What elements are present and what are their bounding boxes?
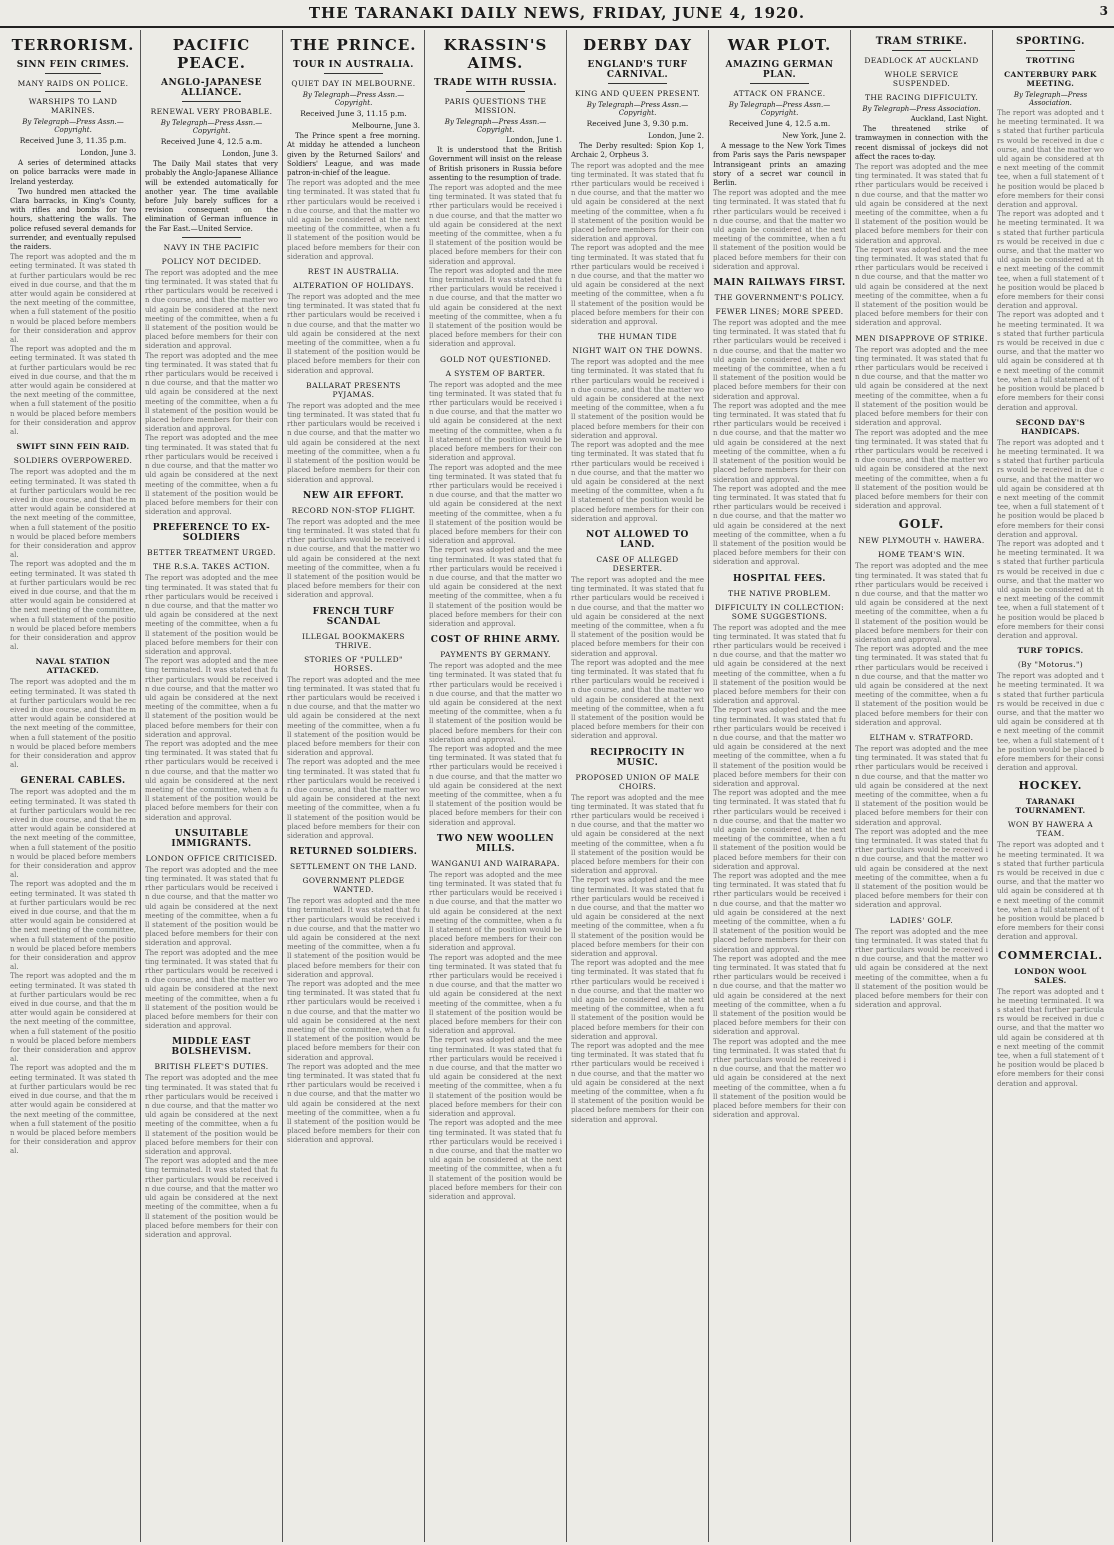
subheadline: PARIS QUESTIONS THE MISSION.: [444, 97, 547, 115]
section-subheading: NIGHT WAIT ON THE DOWNS.: [572, 346, 703, 356]
received-time: Received June 4, 12.5 a.m.: [160, 137, 263, 146]
article-continuation: The report was adopted and the meeting terminated. It was stated that further particulars would be received in due course, and that the matter would again be considered at the next meeting of the committee, when a full statement of the position would be placed before members for their consideration and approval.: [145, 1074, 278, 1157]
section-subheading: TARANAKI TOURNAMENT.: [1015, 797, 1086, 816]
article-body: [855, 115, 988, 162]
section-subheading: PAYMENTS BY GERMANY.: [440, 650, 551, 660]
headline: WAR PLOT.: [727, 36, 832, 54]
article-continuation: The report was adopted and the meeting terminated. It was stated that further particulars would be received in due course, and that the matter would again be considered at the next meeting of the committee, when a full statement of the position would be placed before members for their consideration and approval.: [287, 675, 420, 758]
section-subheading: WON BY HAWERA A TEAM.: [1007, 820, 1094, 839]
divider: [892, 50, 952, 51]
article-continuation: The report was adopted and the meeting terminated. It was stated that further particulars would be received in due course, and that the matter would again be considered at the next meeting of the committee, when a full statement of the position would be placed before members for their consideration and approval.: [10, 972, 136, 1064]
section-subheading: NEW PLYMOUTH v. HAWERA.: [858, 536, 985, 546]
subheadline: RENEWAL VERY PROBABLE.: [150, 107, 273, 116]
section-subheading: SETTLEMENT ON THE LAND.: [289, 862, 418, 872]
paragraph: The Prince spent a free morning. At midday he attended a luncheon given by the Returned Sailors' and Soldiers' League, and was made patron-in-chief of the league.: [287, 132, 420, 178]
article-continuation: The report was adopted and the meeting terminated. It was stated that further particulars would be received in due course, and that the matter would again be considered at the next meeting of the committee, when a full statement of the position would be placed before members for their consideration and approval.: [571, 244, 704, 327]
article-continuation: The report was adopted and the meeting terminated. It was stated that further particulars would be received in due course, and that the matter would again be considered at the next meeting of the committee, when a full statement of the position would be placed before members for their consideration and approval.: [287, 401, 420, 484]
subheadline: WHOLE SERVICE SUSPENDED.: [884, 70, 959, 88]
article-continuation: The report was adopted and the meeting terminated. It was stated that further particulars would be received in due course, and that the matter would again be considered at the next meeting of the committee, when a full statement of the position would be placed before members for their consideration and approval.: [10, 560, 136, 652]
section-heading: LADIES' GOLF.: [889, 915, 954, 925]
article-continuation: The report was adopted and the meeting terminated. It was stated that further particulars would be received in due course, and that the matter would again be considered at the next meeting of the committee, when a full statement of the position would be placed before members for their consideration and approval.: [855, 744, 988, 827]
column-krassin: [425, 30, 567, 1542]
section-heading: GOLD NOT QUESTIONED.: [440, 354, 551, 364]
section-heading: UNSUITABLE IMMIGRANTS.: [171, 828, 252, 849]
headline: SPORTING.: [1015, 36, 1085, 47]
section-heading: COST OF RHINE ARMY.: [430, 635, 561, 646]
article-continuation: The report was adopted and the meeting terminated. It was stated that further particulars would be received in due course, and that the matter would again be considered at the next meeting of the committee, when a full statement of the position would be placed before members for their consideration and approval.: [145, 865, 278, 948]
section-heading: SECOND DAY'S HANDICAPS.: [1015, 417, 1086, 436]
article-continuation: The report was adopted and the meeting terminated. It was stated that further particulars would be received in due course, and that the matter would again be considered at the next meeting of the committee, when a full statement of the position would be placed before members for their consideration and approval.: [571, 358, 704, 440]
section-subheading: A SYSTEM OF BARTER.: [445, 368, 546, 378]
section-heading: MEN DISAPPROVE OF STRIKE.: [855, 333, 988, 343]
article-continuation: The report was adopted and the meeting terminated. It was stated that further particulars would be received in due course, and that the matter would again be considered at the next meeting of the committee, when a full statement of the position would be placed before members for their consideration and approval.: [855, 163, 988, 245]
article-continuation: The report was adopted and the meeting terminated. It was stated that further particulars would be received in due course, and that the matter would again be considered at the next meeting of the committee, when a full statement of the position would be placed before members for their consideration and approval.: [145, 434, 278, 517]
byline: By Telegraph—Press Assn.—Copyright.: [728, 101, 831, 117]
section-heading: PREFERENCE TO EX-SOLDIERS: [152, 523, 271, 544]
byline: By Telegraph—Press Assn.—Copyright.: [160, 119, 263, 135]
headline: DERBY DAY: [583, 36, 692, 54]
article-continuation: The report was adopted and the meeting terminated. It was stated that further particulars would be received in due course, and that the matter would again be considered at the next meeting of the committee, when a full statement of the position would be placed before members for their consideration and approval.: [429, 546, 562, 628]
article-continuation: The report was adopted and the meeting terminated. It was stated that further particulars would be received in due course, and that the matter would again be considered at the next meeting of the committee, when a full statement of the position would be placed before members for their consideration and approval.: [713, 319, 846, 401]
article-continuation: The report was adopted and the meeting terminated. It was stated that further particulars would be received in due course, and that the matter would again be considered at the next meeting of the committee, when a full statement of the position would be placed before members for their consideration and approval.: [145, 268, 278, 351]
divider: [45, 73, 102, 74]
subheadline: CANTERBURY PARK MEETING.: [1004, 70, 1097, 88]
article-continuation: The report was adopted and the meeting terminated. It was stated that further particulars would be received in due course, and that the matter would again be considered at the next meeting of the committee, when a full statement of the position would be placed before members for their consideration and approval.: [571, 658, 704, 741]
divider: [324, 73, 384, 74]
article-continuation: The report was adopted and the meeting terminated. It was stated that further particulars would be received in due course, and that the matter would again be considered at the next meeting of the committee, when a full statement of the position would be placed before members for their consideration and approval.: [855, 927, 988, 1010]
article-continuation: The report was adopted and the meeting terminated. It was stated that further particulars would be received in due course, and that the matter would again be considered at the next meeting of the committee, when a full statement of the position would be placed before members for their consideration and approval.: [287, 293, 420, 375]
section-subheading: DIFFICULTY IN COLLECTION: SOME SUGGESTIONS.: [714, 602, 845, 621]
article-body: [571, 132, 704, 161]
column-terrorism: [6, 30, 141, 1542]
dateline: Melbourne, June 3.: [351, 122, 420, 130]
section-heading: TWO NEW WOOLLEN MILLS.: [436, 833, 555, 854]
section-subheading: (By "Motorus."): [1017, 660, 1084, 670]
received-time: Received June 3, 11.15 p.m.: [300, 109, 407, 118]
section-subheading: CASE OF ALLEGED DESERTER.: [596, 554, 679, 573]
article-continuation: The report was adopted and the meeting terminated. It was stated that further particulars would be received in due course, and that the matter would again be considered at the next meeting of the committee, when a full statement of the position would be placed before members for their consideration and approval.: [713, 1037, 846, 1120]
section-heading: GOLF.: [898, 517, 945, 532]
section-heading: REST IN AUSTRALIA.: [307, 267, 400, 277]
newspaper-title: THE TARANAKI DAILY NEWS, FRIDAY, JUNE 4, 1920.: [308, 4, 806, 22]
dateline: Auckland, Last Night.: [910, 115, 988, 123]
headline: TRAM STRIKE.: [875, 36, 968, 47]
article-continuation: The report was adopted and the meeting terminated. It was stated that further particulars would be received in due course, and that the matter would again be considered at the next meeting of the committee, when a full statement of the position would be placed before members for their consideration and approval.: [571, 1042, 704, 1124]
article-body: [429, 136, 562, 183]
divider: [45, 91, 102, 92]
article-continuation: The report was adopted and the meeting terminated. It was stated that further particulars would be received in due course, and that the matter would again be considered at the next meeting of the committee, when a full statement of the position would be placed before members for their consideration and approval.: [855, 562, 988, 644]
article-continuation: The report was adopted and the meeting terminated. It was stated that further particulars would be received in due course, and that the matter would again be considered at the next meeting of the committee, when a full statement of the position would be placed before members for their consideration and approval.: [10, 468, 136, 560]
article-continuation: The report was adopted and the meeting terminated. It was stated that further particulars would be received in due course, and that the matter would again be considered at the next meeting of the committee, when a full statement of the position would be placed before members for their consideration and approval.: [145, 574, 278, 656]
article-continuation: The report was adopted and the meeting terminated. It was stated that further particulars would be received in due course, and that the matter would again be considered at the next meeting of the committee, when a full statement of the position would be placed before members for their consideration and approval.: [429, 1119, 562, 1201]
subheadline: ATTACK ON FRANCE.: [733, 89, 826, 98]
divider: [182, 237, 242, 238]
section-subheading: FEWER LINES; MORE SPEED.: [715, 307, 844, 317]
section-heading: THE HUMAN TIDE: [597, 332, 678, 342]
article-continuation: The report was adopted and the meeting terminated. It was stated that further particulars would be received in due course, and that the matter would again be considered at the next meeting of the committee, when a full statement of the position would be placed before members for their consideration and approval.: [287, 179, 420, 261]
article-continuation: The report was adopted and the meeting terminated. It was stated that further particulars would be received in due course, and that the matter would again be considered at the next meeting of the committee, when a full statement of the position would be placed before members for their consideration and approval.: [571, 876, 704, 959]
section-subheading: THE NATIVE PROBLEM.: [728, 588, 831, 598]
section-subheading: WANGANUI AND WAIRARAPA.: [431, 858, 560, 868]
article-body: [10, 149, 136, 252]
article-continuation: The report was adopted and the meeting terminated. It was stated that further particulars would be received in due course, and that the matter would again be considered at the next meeting of the committee, when a full statement of the position would be placed before members for their consideration and approval.: [571, 575, 704, 658]
section-heading: TURF TOPICS.: [1017, 646, 1084, 656]
section-heading: HOSPITAL FEES.: [733, 573, 826, 584]
received-time: Received June 3, 9.30 p.m.: [586, 119, 689, 128]
paragraph: The Daily Mail states that very probably the Anglo-Japanese Alliance will be extended automatically for another year. The time available before July barely suffices for a revision consequent on the elimination of German influence in the Far East.—United Service.: [145, 160, 278, 233]
article-continuation: The report was adopted and the meeting terminated. It was stated that further particulars would be received in due course, and that the matter would again be considered at the next meeting of the committee, when a full statement of the position would be placed before members for their consideration and approval.: [713, 789, 846, 871]
subheadline: MANY RAIDS ON POLICE.: [17, 79, 129, 88]
article-continuation: The report was adopted and the meeting terminated. It was stated that further particulars would be received in due course, and that the matter would again be considered at the next meeting of the committee, when a full statement of the position would be placed before members for their consideration and approval.: [713, 872, 846, 954]
article-continuation: The report was adopted and the meeting terminated. It was stated that further particulars would be received in due course, and that the matter would again be considered at the next meeting of the committee, when a full statement of the position would be placed before members for their consideration and approval.: [429, 380, 562, 463]
section-subheading: STORIES OF "PULLED" HORSES.: [304, 654, 403, 673]
received-time: Received June 4, 12.5 a.m.: [728, 119, 831, 128]
section-heading: COMMERCIAL.: [997, 948, 1104, 962]
subheadline: SINN FEIN CRIMES.: [16, 60, 130, 70]
article-body: [287, 122, 420, 178]
section-subheading: SOLDIERS OVERPOWERED.: [13, 456, 133, 466]
article-body: [713, 132, 846, 188]
article-continuation: The report was adopted and the meeting terminated. It was stated that further particulars would be received in due course, and that the matter would again be considered at the next meeting of the committee, when a full statement of the position would be placed before members for their consideration and approval.: [145, 1157, 278, 1239]
subheadline: AMAZING GERMAN PLAN.: [725, 60, 834, 80]
article-continuation: The report was adopted and the meeting terminated. It was stated that further particulars would be received in due course, and that the matter would again be considered at the next meeting of the committee, when a full statement of the position would be placed before members for their consideration and approval.: [287, 517, 420, 600]
byline: By Telegraph—Press Assn.—Copyright.: [586, 101, 689, 117]
article-continuation: The report was adopted and the meeting terminated. It was stated that further particulars would be received in due course, and that the matter would again be considered at the next meeting of the committee, when a full statement of the position would be placed before members for their consideration and approval.: [10, 253, 136, 345]
section-heading: RECIPROCITY IN MUSIC.: [590, 747, 685, 768]
dateline: London, June 3.: [80, 149, 136, 157]
headline: THE PRINCE.: [290, 36, 417, 54]
section-heading: NAVY IN THE PACIFIC: [163, 242, 260, 252]
article-continuation: The report was adopted and the meeting terminated. It was stated that further particulars would be received in due course, and that the matter would again be considered at the next meeting of the committee, when a full statement of the position would be placed before members for their consideration and approval.: [855, 827, 988, 910]
section-heading: MAIN RAILWAYS FIRST.: [713, 278, 846, 289]
article-continuation: The report was adopted and the meeting terminated. It was stated that further particulars would be received in due course, and that the matter would again be considered at the next meeting of the committee, when a full statement of the position would be placed before members for their consideration and approval.: [855, 428, 988, 511]
byline: By Telegraph—Press Association.: [862, 105, 981, 113]
divider: [608, 83, 668, 84]
column-sporting: [993, 30, 1108, 1542]
section-subheading: LONDON WOOL SALES.: [1014, 966, 1087, 985]
article-continuation: The report was adopted and the meeting terminated. It was stated that further particulars would be received in due course, and that the matter would again be considered at the next meeting of the committee, when a full statement of the position would be placed before members for their consideration and approval.: [287, 897, 420, 979]
article-continuation: The report was adopted and the meeting terminated. It was stated that further particulars would be received in due course, and that the matter would again be considered at the next meeting of the committee, when a full statement of the position would be placed before members for their consideration and approval.: [145, 948, 278, 1031]
article-continuation: The report was adopted and the meeting terminated. It was stated that further particulars would be received in due course, and that the matter would again be considered at the next meeting of the committee, when a full statement of the position would be placed before members for their consideration and approval.: [571, 161, 704, 244]
section-heading: MIDDLE EAST BOLSHEVISM.: [171, 1037, 252, 1058]
article-continuation: The report was adopted and the meeting terminated. It was stated that further particulars would be received in due course, and that the matter would again be considered at the next meeting of the committee, when a full statement of the position would be placed before members for their consideration and approval.: [713, 484, 846, 567]
article-continuation: The report was adopted and the meeting terminated. It was stated that further particulars would be received in due course, and that the matter would again be considered at the next meeting of the committee, when a full statement of the position would be placed before members for their consideration and approval.: [429, 953, 562, 1036]
dateline: New York, June 2.: [782, 132, 846, 140]
section-subheading: LONDON OFFICE CRITICISED.: [145, 853, 278, 863]
section-subheading: RECORD NON-STOP FLIGHT.: [291, 505, 416, 515]
article-continuation: The report was adopted and the meeting terminated. It was stated that further particulars would be received in due course, and that the matter would again be considered at the next meeting of the committee, when a full statement of the position would be placed before members for their consideration and approval.: [997, 109, 1104, 210]
article-continuation: The report was adopted and the meeting terminated. It was stated that further particulars would be received in due course, and that the matter would again be considered at the next meeting of the committee, when a full statement of the position would be placed before members for their consideration and approval.: [571, 959, 704, 1041]
section-subheading: THE GOVERNMENT'S POLICY.: [714, 293, 845, 303]
article-continuation: The report was adopted and the meeting terminated. It was stated that further particulars would be received in due course, and that the matter would again be considered at the next meeting of the committee, when a full statement of the position would be placed before members for their consideration and approval.: [145, 351, 278, 434]
column-the-prince: [283, 30, 425, 1542]
received-time: Received June 3, 11.35 p.m.: [19, 136, 127, 145]
article-continuation: The report was adopted and the meeting terminated. It was stated that further particulars would be received in due course, and that the matter would again be considered at the next meeting of the committee, when a full statement of the position would be placed before members for their consideration and approval.: [997, 438, 1104, 539]
paragraph: It is understood that the British Government will insist on the release of British prisoners in Russia before assenting to the resumption of trade.: [429, 146, 562, 182]
article-continuation: The report was adopted and the meeting terminated. It was stated that further particulars would be received in due course, and that the matter would again be considered at the next meeting of the committee, when a full statement of the position would be placed before members for their consideration and approval.: [997, 987, 1104, 1088]
subheadline: TROTTING: [1025, 56, 1076, 65]
article-continuation: The report was adopted and the meeting terminated. It was stated that further particulars would be received in due course, and that the matter would again be considered at the next meeting of the committee, when a full statement of the position would be placed before members for their consideration and approval.: [10, 1064, 136, 1156]
headline: PACIFIC PEACE.: [172, 36, 251, 72]
article-continuation: The report was adopted and the meeting terminated. It was stated that further particulars would be received in due course, and that the matter would again be considered at the next meeting of the committee, when a full statement of the position would be placed before members for their consideration and approval.: [855, 645, 988, 727]
divider: [750, 83, 810, 84]
subheadline: KING AND QUEEN PRESENT.: [574, 89, 701, 98]
dateline: London, June 3.: [222, 150, 278, 158]
article-continuation: The report was adopted and the meeting terminated. It was stated that further particulars would be received in due course, and that the matter would again be considered at the next meeting of the committee, when a full statement of the position would be placed before members for their consideration and approval.: [713, 954, 846, 1037]
column-pacific-peace: [141, 30, 283, 1542]
paragraph: A message to the New York Times from Paris says the Paris newspaper Intransigeant prints an amazing story of a secret war council in Berlin.: [713, 142, 846, 188]
subheadline: TRADE WITH RUSSIA.: [433, 78, 558, 88]
byline: By Telegraph—Press Assn.—Copyright.: [22, 118, 124, 134]
subheadline: QUIET DAY IN MELBOURNE.: [291, 79, 416, 88]
article-continuation: The report was adopted and the meeting terminated. It was stated that further particulars would be received in due course, and that the matter would again be considered at the next meeting of the committee, when a full statement of the position would be placed before members for their consideration and approval.: [10, 345, 136, 437]
byline: By Telegraph—Press Assn.—Copyright.: [444, 118, 547, 134]
section-heading: HOCKEY.: [1018, 779, 1083, 793]
column-tram-strike: [851, 30, 993, 1542]
article-continuation: The report was adopted and the meeting terminated. It was stated that further particulars would be received in due course, and that the matter would again be considered at the next meeting of the committee, when a full statement of the position would be placed before members for their consideration and approval.: [429, 1036, 562, 1119]
article-continuation: The report was adopted and the meeting terminated. It was stated that further particulars would be received in due course, and that the matter would again be considered at the next meeting of the committee, when a full statement of the position would be placed before members for their consideration and approval.: [713, 706, 846, 788]
section-subheading: ILLEGAL BOOKMAKERS THRIVE.: [302, 631, 405, 650]
article-continuation: The report was adopted and the meeting terminated. It was stated that further particulars would be received in due course, and that the matter would again be considered at the next meeting of the committee, when a full statement of the position would be placed before members for their consideration and approval.: [997, 539, 1104, 640]
article-continuation: The report was adopted and the meeting terminated. It was stated that further particulars would be received in due course, and that the matter would again be considered at the next meeting of the committee, when a full statement of the position would be placed before members for their consideration and approval.: [10, 788, 136, 880]
subheadline: TOUR IN AUSTRALIA.: [293, 60, 414, 70]
article-continuation: The report was adopted and the meeting terminated. It was stated that further particulars would be received in due course, and that the matter would again be considered at the next meeting of the committee, when a full statement of the position would be placed before members for their consideration and approval.: [287, 1062, 420, 1145]
subheadline: DEADLOCK AT AUCKLAND: [864, 56, 979, 65]
divider: [1026, 50, 1074, 51]
newspaper-columns: [6, 30, 1108, 1542]
article-continuation: The report was adopted and the meeting terminated. It was stated that further particulars would be received in due course, and that the matter would again be considered at the next meeting of the committee, when a full statement of the position would be placed before members for their consideration and approval.: [429, 662, 562, 744]
dateline: London, June 1.: [506, 136, 562, 144]
page-number: 3: [1099, 4, 1108, 18]
section-subheading: HOME TEAM'S WIN.: [878, 550, 965, 560]
article-continuation: The report was adopted and the meeting terminated. It was stated that further particulars would be received in due course, and that the matter would again be considered at the next meeting of the committee, when a full statement of the position would be placed before members for their consideration and approval.: [713, 401, 846, 484]
paragraph: A series of determined attacks on police barracks were made in Ireland yesterday.: [10, 159, 136, 186]
article-continuation: The report was adopted and the meeting terminated. It was stated that further particulars would be received in due course, and that the matter would again be considered at the next meeting of the committee, when a full statement of the position would be placed before members for their consideration and approval.: [997, 672, 1104, 773]
paragraph: Two hundred men attacked the Clara barracks, in King's County, with rifles and bombs for two hours, shattering the walls. The police refused several demands for surrender, and eventually repulsed the raiders.: [10, 187, 136, 252]
article-continuation: The report was adopted and the meeting terminated. It was stated that further particulars would be received in due course, and that the matter would again be considered at the next meeting of the committee, when a full statement of the position would be placed before members for their consideration and approval.: [429, 463, 562, 546]
section-heading: NAVAL STATION ATTACKED.: [35, 657, 111, 676]
dateline: London, June 2.: [648, 132, 704, 140]
article-continuation: The report was adopted and the meeting terminated. It was stated that further particulars would be received in due course, and that the matter would again be considered at the next meeting of the committee, when a full statement of the position would be placed before members for their consideration and approval.: [287, 758, 420, 840]
article-continuation: The report was adopted and the meeting terminated. It was stated that further particulars would be received in due course, and that the matter would again be considered at the next meeting of the committee, when a full statement of the position would be placed before members for their consideration and approval.: [10, 678, 136, 770]
section-heading: BALLARAT PRESENTS PYJAMAS.: [306, 380, 401, 399]
article-continuation: The report was adopted and the meeting terminated. It was stated that further particulars would be received in due course, and that the matter would again be considered at the next meeting of the committee, when a full statement of the position would be placed before members for their consideration and approval.: [855, 245, 988, 328]
section-subheading: GOVERNMENT PLEDGE WANTED.: [302, 876, 405, 895]
article-continuation: The report was adopted and the meeting terminated. It was stated that further particulars would be received in due course, and that the matter would again be considered at the next meeting of the committee, when a full statement of the position would be placed before members for their consideration and approval.: [145, 657, 278, 739]
paragraph: The threatened strike of tramwaymen in connection with the recent dismissal of jockeys did not affect the races to-day.: [855, 125, 988, 161]
article-continuation: The report was adopted and the meeting terminated. It was stated that further particulars would be received in due course, and that the matter would again be considered at the next meeting of the committee, when a full statement of the position would be placed before members for their consideration and approval.: [997, 210, 1104, 311]
section-subheading: ALTERATION OF HOLIDAYS.: [293, 281, 414, 291]
subheadline: WARSHIPS TO LAND MARINES.: [28, 97, 118, 115]
subheadline: ENGLAND'S TURF CARNIVAL.: [587, 60, 688, 80]
section-heading: NEW AIR EFFORT.: [302, 490, 405, 501]
article-continuation: The report was adopted and the meeting terminated. It was stated that further particulars would be received in due course, and that the matter would again be considered at the next meeting of the committee, when a full statement of the position would be placed before members for their consideration and approval.: [997, 311, 1104, 412]
divider: [466, 91, 526, 92]
byline: By Telegraph—Press Association.: [1013, 91, 1088, 107]
article-continuation: The report was adopted and the meeting terminated. It was stated that further particulars would be received in due course, and that the matter would again be considered at the next meeting of the committee, when a full statement of the position would be placed before members for their consideration and approval.: [10, 880, 136, 972]
section-heading: FRENCH TURF SCANDAL: [312, 606, 395, 627]
section-heading: SWIFT SINN FEIN RAID.: [16, 442, 130, 452]
column-derby-day: [567, 30, 709, 1542]
section-subheading: THE R.S.A. TAKES ACTION.: [153, 562, 270, 572]
article-continuation: The report was adopted and the meeting terminated. It was stated that further particulars would be received in due course, and that the matter would again be considered at the next meeting of the committee, when a full statement of the position would be placed before members for their consideration and approval.: [429, 744, 562, 827]
divider: [182, 101, 242, 102]
article-continuation: The report was adopted and the meeting terminated. It was stated that further particulars would be received in due course, and that the matter would again be considered at the next meeting of the committee, when a full statement of the position would be placed before members for their consideration and approval.: [997, 841, 1104, 942]
article-continuation: The report was adopted and the meeting terminated. It was stated that further particulars would be received in due course, and that the matter would again be considered at the next meeting of the committee, when a full statement of the position would be placed before members for their consideration and approval.: [713, 189, 846, 271]
column-war-plot: [709, 30, 851, 1542]
section-subheading: POLICY NOT DECIDED.: [161, 256, 262, 266]
article-continuation: The report was adopted and the meeting terminated. It was stated that further particulars would be received in due course, and that the matter would again be considered at the next meeting of the committee, when a full statement of the position would be placed before members for their consideration and approval.: [571, 441, 704, 523]
section-subheading: PROPOSED UNION OF MALE CHOIRS.: [575, 772, 700, 791]
article-continuation: The report was adopted and the meeting terminated. It was stated that further particulars would be received in due course, and that the matter would again be considered at the next meeting of the committee, when a full statement of the position would be placed before members for their consideration and approval.: [145, 739, 278, 822]
subheadline: THE RACING DIFFICULTY.: [864, 93, 979, 102]
article-continuation: The report was adopted and the meeting terminated. It was stated that further particulars would be received in due course, and that the matter would again be considered at the next meeting of the committee, when a full statement of the position would be placed before members for their consideration and approval.: [429, 870, 562, 953]
byline: By Telegraph—Press Assn.—Copyright.: [302, 91, 405, 107]
section-heading: RETURNED SOLDIERS.: [289, 847, 418, 858]
article-continuation: The report was adopted and the meeting terminated. It was stated that further particulars would be received in due course, and that the matter would again be considered at the next meeting of the committee, when a full statement of the position would be placed before members for their consideration and approval.: [713, 623, 846, 706]
masthead: [0, 0, 1114, 28]
section-heading: NOT ALLOWED TO LAND.: [586, 529, 689, 550]
article-continuation: The report was adopted and the meeting terminated. It was stated that further particulars would be received in due course, and that the matter would again be considered at the next meeting of the committee, when a full statement of the position would be placed before members for their consideration and approval.: [855, 345, 988, 428]
subheadline: ANGLO-JAPANESE ALLIANCE.: [161, 78, 262, 98]
section-subheading: BETTER TREATMENT URGED.: [147, 548, 276, 558]
article-continuation: The report was adopted and the meeting terminated. It was stated that further particulars would be received in due course, and that the matter would again be considered at the next meeting of the committee, when a full statement of the position would be placed before members for their consideration and approval.: [429, 266, 562, 349]
article-continuation: The report was adopted and the meeting terminated. It was stated that further particulars would be received in due course, and that the matter would again be considered at the next meeting of the committee, when a full statement of the position would be placed before members for their consideration and approval.: [571, 793, 704, 876]
section-subheading: BRITISH FLEET'S DUTIES.: [154, 1062, 269, 1072]
headline: KRASSIN'S AIMS.: [443, 36, 548, 72]
headline: TERRORISM.: [11, 36, 135, 54]
section-heading: ELTHAM v. STRATFORD.: [869, 732, 974, 742]
paragraph: The Derby resulted: Spion Kop 1, Archaic 2, Orpheus 3.: [571, 142, 704, 160]
section-heading: GENERAL CABLES.: [20, 776, 126, 787]
article-continuation: The report was adopted and the meeting terminated. It was stated that further particulars would be received in due course, and that the matter would again be considered at the next meeting of the committee, when a full statement of the position would be placed before members for their consideration and approval.: [429, 184, 562, 266]
article-continuation: The report was adopted and the meeting terminated. It was stated that further particulars would be received in due course, and that the matter would again be considered at the next meeting of the committee, when a full statement of the position would be placed before members for their consideration and approval.: [287, 980, 420, 1062]
article-body: [145, 150, 278, 234]
